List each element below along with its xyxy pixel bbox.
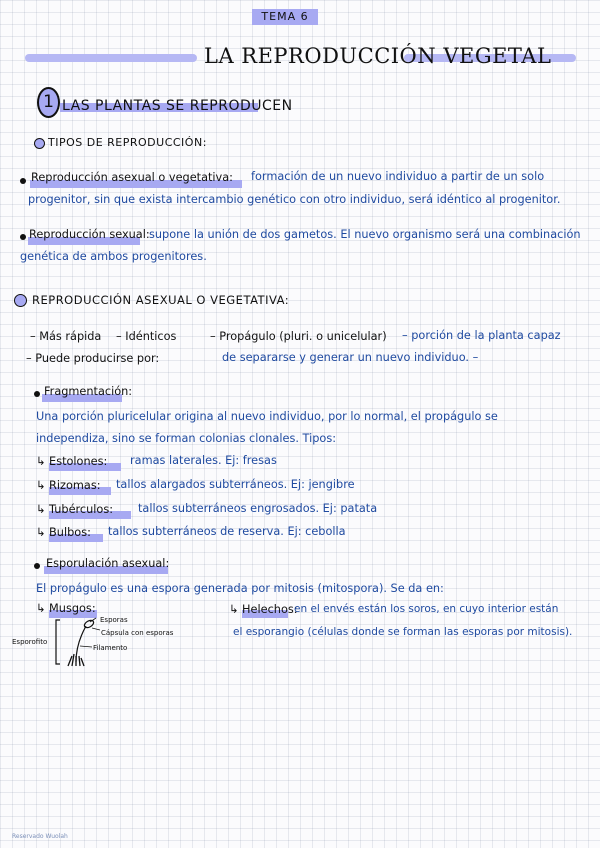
helechos-label: ↳ Helechos: [229,603,298,616]
type-estolones-label: ↳ Estolones: [36,455,108,468]
circle-bullet-icon [34,138,45,149]
helechos-text-1: en el envés están los soros, en cuyo interior están [294,603,559,615]
type-bulbos-label: ↳ Bulbos: [36,526,91,539]
sexual-label: Reproducción sexual: [29,228,150,241]
fragmentacion-text-2: independiza, sino se forman colonias clonales. Tipos: [36,432,337,445]
circle-bullet-icon [14,294,27,307]
fragmentacion-text-1: Una porción pluricelular origina al nuevo individuo, por lo normal, el propágulo se [36,410,498,423]
title-bar-left [25,54,197,62]
fact-puede: – Puede producirse por: [26,352,160,365]
musgos-label: ↳ Musgos: [36,602,96,615]
propagulo-label: – Propágulo (pluri. o unicelular) [210,330,387,343]
bullet-dot-icon [34,563,40,569]
sexual-text-1: supone la unión de dos gametos. El nuevo organismo será una combinación [149,228,581,241]
propagulo-text-2: de separarse y generar un nuevo individuo. – [222,351,479,364]
asexual-text-1: formación de un nuevo individuo a partir de un solo [251,170,545,183]
bullet-dot-icon [20,178,26,184]
fact-rapida: – Más rápida [30,330,102,343]
esporulacion-text-1: El propágulo es una espora generada por mitosis (mitospora). Se da en: [36,582,444,595]
tema-label: TEMA 6 [252,9,318,25]
types-subtitle: TIPOS DE REPRODUCCIÓN: [48,136,207,149]
bullet-dot-icon [34,391,40,397]
type-rizomas-label: ↳ Rizomas: [36,479,101,492]
page-title: LA REPRODUCCIÓN VEGETAL [204,44,552,68]
asexual-label: Reproducción asexual o vegetativa: [31,171,233,184]
section-1-title: LAS PLANTAS SE REPRODUCEN [62,98,293,114]
capsula-label: Cápsula con esporas [101,629,174,637]
sexual-text-2: genética de ambos progenitores. [20,250,207,263]
section-number: 1 [37,87,60,118]
type-tuberculos-text: tallos subterráneos engrosados. Ej: patata [138,502,378,515]
bullet-dot-icon [20,234,26,240]
fragmentacion-label: Fragmentación: [44,385,133,398]
helechos-text-2: el esporangio (células donde se forman las esporas por mitosis). [233,626,573,638]
filamento-label: Filamento [93,644,128,652]
type-bulbos-text: tallos subterráneos de reserva. Ej: cebolla [108,525,346,538]
asexual-text-2: progenitor, sin que exista intercambio genético con otro individuo, será idéntico al progenitor. [28,193,561,206]
brand-watermark: Reservado Wuolah [12,833,68,840]
type-estolones-text: ramas laterales. Ej: fresas [130,454,277,467]
fact-identicos: – Idénticos [116,330,177,343]
type-tuberculos-label: ↳ Tubérculos: [36,503,114,516]
esporulacion-label: Esporulación asexual: [46,557,170,570]
esporas-label: Esporas [100,616,128,624]
section-2-title: REPRODUCCIÓN ASEXUAL O VEGETATIVA: [32,293,290,307]
esporofito-label: Esporofito [12,638,48,646]
propagulo-text-1: – porción de la planta capaz [402,329,561,342]
type-rizomas-text: tallos alargados subterráneos. Ej: jengibre [116,478,355,491]
